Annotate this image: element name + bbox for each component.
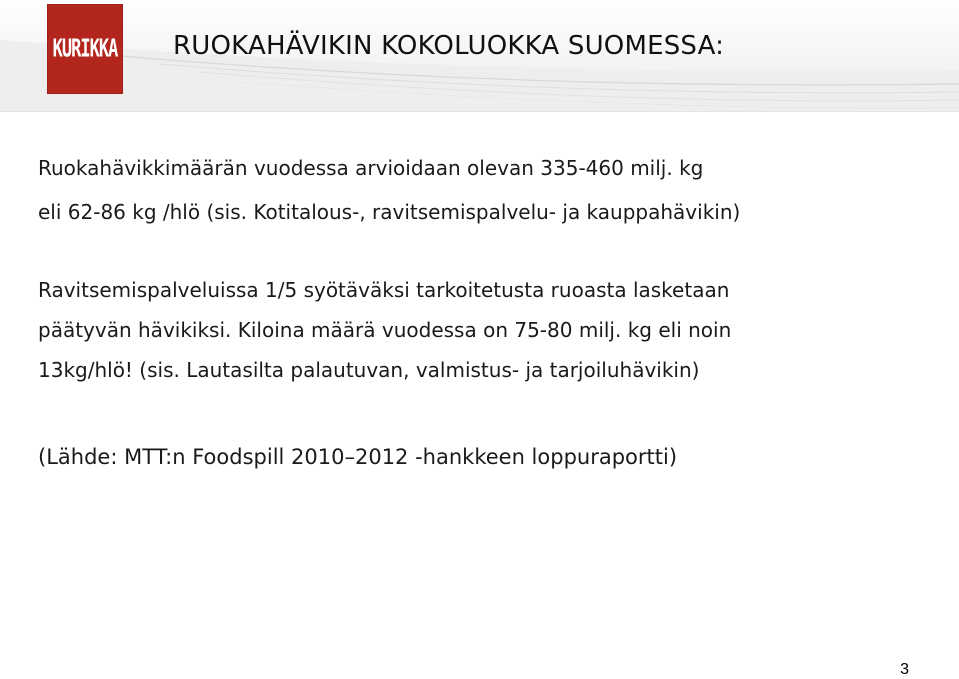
paragraph-line: (Lähde: MTT:n Foodspill 2010–2012 -hankkeen loppuraportti) (38, 445, 678, 469)
paragraph-line: päätyvän hävikiksi. Kiloina määrä vuodessa on 75-80 milj. kg eli noin (38, 318, 732, 342)
paragraph-source (38, 437, 677, 477)
page-number: 3 (900, 661, 909, 678)
paragraph-line: Ravitsemispalveluissa 1/5 syötäväksi tarkoitetusta ruoasta lasketaan (38, 278, 730, 302)
paragraph-line: Ruokahävikkimäärän vuodessa arvioidaan olevan 335-460 milj. kg (38, 156, 704, 180)
paragraph-food-waste-total (38, 146, 740, 234)
kurikka-logo (47, 4, 123, 94)
paragraph-line: 13kg/hlö! (sis. Lautasilta palautuvan, valmistus- ja tarjoiluhävikin) (38, 358, 700, 382)
paragraph-food-service-waste (38, 270, 731, 390)
kurikka-logo-text: KURIKKA (52, 34, 118, 64)
header-band (0, 0, 959, 112)
paragraph-line: eli 62-86 kg /hlö (sis. Kotitalous-, ravitsemispalvelu- ja kauppahävikin) (38, 200, 741, 224)
slide-title: RUOKAHÄVIKIN KOKOLUOKKA SUOMESSA: (173, 31, 725, 61)
